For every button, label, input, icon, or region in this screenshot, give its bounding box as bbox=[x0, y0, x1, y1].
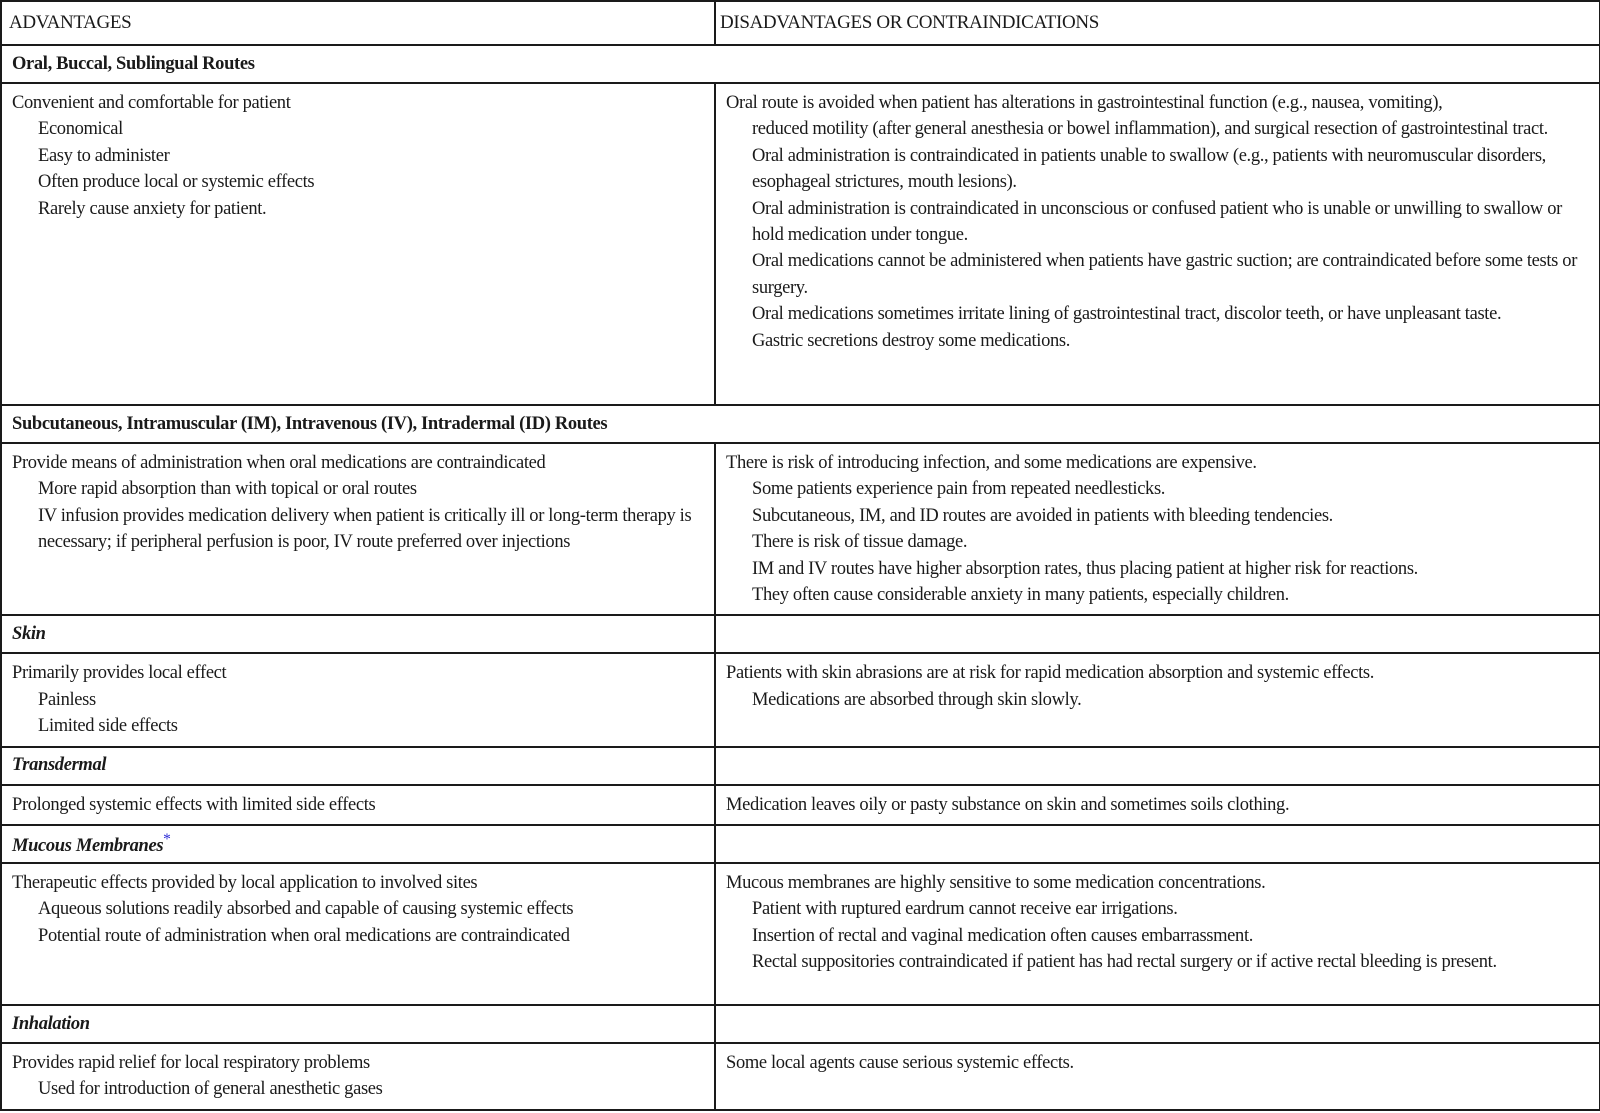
advantages-cell bbox=[1, 443, 715, 615]
section-title: Skin bbox=[1, 615, 715, 653]
disadvantages-cell bbox=[715, 443, 1600, 615]
section-title: Mucous Membranes bbox=[12, 836, 164, 857]
disadvantage-item: IM and IV routes have higher absorption rates, thus placing patient at higher risk for reactions. bbox=[752, 558, 1418, 579]
content-row-transdermal bbox=[1, 785, 1600, 825]
section-row-oral bbox=[1, 45, 1600, 83]
disadvantage-item: Patient with ruptured eardrum cannot receive ear irrigations. bbox=[752, 899, 1178, 920]
section-title: Inhalation bbox=[1, 1005, 715, 1043]
section-title: Oral, Buccal, Sublingual Routes bbox=[1, 45, 1600, 83]
disadvantage-item: They often cause considerable anxiety in many patients, especially children. bbox=[752, 585, 1289, 606]
header-advantages: ADVANTAGES bbox=[1, 1, 715, 45]
empty-cell bbox=[715, 825, 1600, 863]
disadvantage-item: Oral administration is contraindicated in unconscious or confused patient who is unable or unwilling to swallow or hold medication under tongue. bbox=[752, 198, 1562, 246]
advantage-item: Rarely cause anxiety for patient. bbox=[38, 198, 267, 219]
disadvantage-main: There is risk of introducing infection, and some medications are expensive. bbox=[726, 453, 1257, 473]
section-row-skin bbox=[1, 615, 1600, 653]
disadvantage-main: Some local agents cause serious systemic effects. bbox=[726, 1053, 1074, 1074]
content-row-oral bbox=[1, 83, 1600, 405]
section-row-transdermal bbox=[1, 747, 1600, 785]
advantage-item: Easy to administer bbox=[38, 145, 170, 166]
content-row-mucous-membranes bbox=[1, 863, 1600, 1005]
disadvantage-item: Subcutaneous, IM, and ID routes are avoided in patients with bleeding tendencies. bbox=[752, 505, 1333, 526]
advantage-main: Provides rapid relief for local respiratory problems bbox=[12, 1053, 370, 1074]
advantage-item: Aqueous solutions readily absorbed and capable of causing systemic effects bbox=[38, 899, 574, 920]
advantages-cell bbox=[1, 785, 715, 825]
disadvantage-item: Some patients experience pain from repeated needlesticks. bbox=[752, 479, 1166, 500]
disadvantage-main: Mucous membranes are highly sensitive to some medication concentrations. bbox=[726, 873, 1266, 894]
disadvantage-item: There is risk of tissue damage. bbox=[752, 532, 968, 553]
empty-cell bbox=[715, 1005, 1600, 1043]
disadvantage-item: Medications are absorbed through skin slowly. bbox=[752, 689, 1082, 710]
empty-cell bbox=[715, 615, 1600, 653]
advantage-item: Often produce local or systemic effects bbox=[38, 172, 315, 193]
section-row-mucous-membranes bbox=[1, 825, 1600, 863]
section-row-inhalation bbox=[1, 1005, 1600, 1043]
disadvantage-item: Oral administration is contraindicated in patients unable to swallow (e.g., patients with neuromuscular disorders, esophageal strictures, mouth lesions). bbox=[752, 145, 1546, 193]
content-row-skin bbox=[1, 653, 1600, 746]
section-title: Subcutaneous, Intramuscular (IM), Intravenous (IV), Intradermal (ID) Routes bbox=[1, 405, 1600, 443]
content-row-parenteral bbox=[1, 443, 1600, 615]
advantage-item: IV infusion provides medication delivery when patient is critically ill or long-term therapy is necessary; if peripheral perfusion is poor, IV route preferred over injections bbox=[38, 505, 692, 553]
advantage-main: Convenient and comfortable for patient bbox=[12, 93, 291, 113]
advantage-main: Provide means of administration when oral medications are contraindicated bbox=[12, 453, 546, 473]
disadvantage-main: Oral route is avoided when patient has alterations in gastrointestinal function (e.g., nausea, vomiting), bbox=[726, 93, 1443, 113]
advantages-cell bbox=[1, 863, 715, 1005]
disadvantage-main: Patients with skin abrasions are at risk for rapid medication absorption and systemic effects. bbox=[726, 663, 1375, 684]
disadvantages-cell bbox=[715, 863, 1600, 1005]
disadvantage-main: Medication leaves oily or pasty substance on skin and sometimes soils clothing. bbox=[726, 794, 1290, 815]
content-row-inhalation bbox=[1, 1043, 1600, 1110]
section-title-cell bbox=[1, 825, 715, 863]
advantage-item: More rapid absorption than with topical or oral routes bbox=[38, 479, 417, 500]
footnote-marker[interactable]: * bbox=[163, 830, 171, 848]
empty-cell bbox=[715, 747, 1600, 785]
advantages-cell bbox=[1, 1043, 715, 1110]
advantage-item: Potential route of administration when oral medications are contraindicated bbox=[38, 925, 570, 946]
disadvantages-cell bbox=[715, 785, 1600, 825]
advantage-item: Economical bbox=[38, 119, 123, 140]
advantage-item: Limited side effects bbox=[38, 716, 178, 737]
header-row bbox=[1, 1, 1600, 45]
advantage-item: Used for introduction of general anesthetic gases bbox=[38, 1079, 383, 1100]
advantages-cell bbox=[1, 653, 715, 746]
disadvantage-item: Gastric secretions destroy some medications. bbox=[752, 330, 1071, 351]
disadvantage-item: Oral medications cannot be administered when patients have gastric suction; are contraindicated before some tests or surgery. bbox=[752, 251, 1577, 298]
disadvantages-cell bbox=[715, 1043, 1600, 1110]
section-title: Transdermal bbox=[1, 747, 715, 785]
header-disadvantages: DISADVANTAGES OR CONTRAINDICATIONS bbox=[715, 1, 1600, 45]
disadvantage-item: Oral medications sometimes irritate lining of gastrointestinal tract, discolor teeth, or have unpleasant taste. bbox=[752, 304, 1502, 325]
disadvantage-item: Rectal suppositories contraindicated if patient has had rectal surgery or if active rectal bleeding is present. bbox=[752, 952, 1497, 973]
disadvantages-cell bbox=[715, 653, 1600, 746]
advantage-item: Painless bbox=[38, 689, 96, 710]
advantage-main: Therapeutic effects provided by local application to involved sites bbox=[12, 873, 478, 894]
disadvantages-cell bbox=[715, 83, 1600, 405]
section-row-parenteral bbox=[1, 405, 1600, 443]
advantage-main: Prolonged systemic effects with limited side effects bbox=[12, 794, 376, 815]
advantages-cell bbox=[1, 83, 715, 405]
disadvantage-main-continued: reduced motility (after general anesthesia or bowel inflammation), and surgical resection of gastrointestinal tract. bbox=[752, 119, 1548, 140]
advantage-main: Primarily provides local effect bbox=[12, 663, 227, 684]
disadvantage-item: Insertion of rectal and vaginal medication often causes embarrassment. bbox=[752, 925, 1254, 946]
